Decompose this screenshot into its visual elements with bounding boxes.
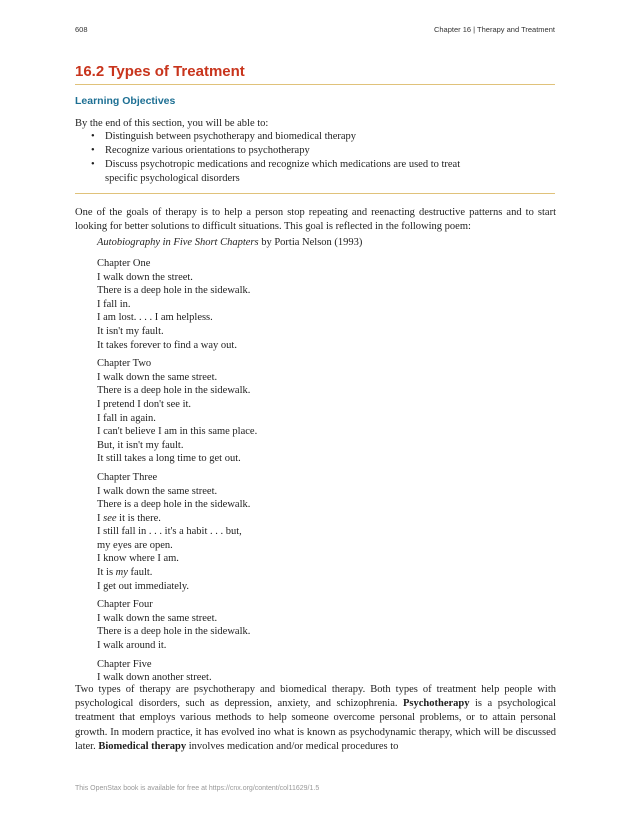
objective-item: • Recognize various orientations to psychotherapy	[91, 144, 531, 158]
poem-line: I walk down the same street.	[97, 612, 218, 624]
poem-line	[97, 512, 257, 526]
footer: This OpenStax book is available for free at https://cnx.org/content/col11629/1.5	[75, 785, 320, 792]
closing-paragraph	[75, 683, 556, 754]
poem-line: I get out immediately.	[97, 580, 190, 592]
poem-line: There is a deep hole in the sidewalk.	[97, 285, 251, 297]
paragraph-text: Two types of therapy are psychotherapy and biomedical therapy. Both types of treatment help people with psychological disorders, such as depression, anxiety, and schizophrenia.	[75, 684, 556, 710]
stanza-heading: Chapter Two	[97, 358, 152, 370]
poem-line: There is a deep hole in the sidewalk.	[97, 499, 251, 511]
poem-line: There is a deep hole in the sidewalk.	[97, 626, 251, 638]
stanza-heading: Chapter One	[97, 258, 151, 269]
poem-line: I know where I am.	[97, 553, 179, 565]
poem-line: But, it isn't my fault.	[97, 439, 184, 451]
line-text: it is there.	[116, 512, 161, 524]
learning-objectives-list	[91, 130, 531, 186]
poem-line: I fall in again.	[97, 412, 156, 424]
section-title: 16.2 Types of Treatment	[75, 63, 245, 80]
key-term: Biomedical therapy	[98, 740, 187, 752]
poem-stanza	[97, 357, 257, 466]
stanza-heading: Chapter Five	[97, 658, 152, 670]
poem-line: I walk down another street.	[97, 672, 212, 684]
poem-line: It takes forever to find a way out.	[97, 339, 237, 351]
stanza-heading: Chapter Four	[97, 599, 153, 611]
emphasis: see	[103, 512, 117, 524]
poem-line: I can't believe I am in this same place.	[97, 426, 258, 438]
learning-objectives-intro: By the end of this section, you will be able to:	[75, 118, 269, 129]
stanza-heading: Chapter Three	[97, 471, 158, 483]
title-rule	[75, 84, 555, 85]
emphasis: my	[115, 567, 128, 579]
poem-citation-title: Autobiography in Five Short Chapters	[97, 237, 259, 248]
intro-paragraph: One of the goals of therapy is to help a person stop repeating and reenacting destructive patterns and to start looking for better solutions to difficult situations. This goal is reflected in the following poem:	[75, 207, 556, 232]
objective-item: • Distinguish between psychotherapy and biomedical therapy	[91, 130, 531, 144]
learning-objectives-heading: Learning Objectives	[75, 95, 176, 107]
poem-line: I walk down the same street.	[97, 371, 218, 383]
key-term: Psychotherapy	[403, 698, 470, 710]
poem-stanza	[97, 257, 257, 352]
objective-item: • Discuss psychotropic medications and recognize which medications are used to treat specific psychological disorders	[91, 158, 495, 186]
poem-citation-author: by Portia Nelson (1993)	[258, 237, 363, 248]
poem-stanza	[97, 658, 257, 685]
poem-line: It isn't my fault.	[97, 325, 164, 337]
poem-line: my eyes are open.	[97, 539, 173, 551]
poem-line	[97, 566, 257, 580]
poem-line: I walk down the street.	[97, 271, 193, 283]
running-head: Chapter 16 | Therapy and Treatment	[433, 25, 555, 34]
line-text: It is	[97, 567, 116, 579]
poem	[97, 257, 257, 690]
poem-line: I walk around it.	[97, 640, 167, 652]
poem-line: I am lost. . . . I am helpless.	[97, 312, 213, 324]
poem-stanza	[97, 598, 257, 652]
poem-stanza	[97, 471, 257, 593]
poem-line: I pretend I don't see it.	[97, 398, 192, 410]
poem-line: I still fall in . . . it's a habit . . . but,	[97, 526, 242, 538]
line-text: fault.	[127, 567, 153, 579]
poem-line: I fall in.	[97, 298, 131, 310]
poem-citation	[97, 236, 362, 250]
paragraph-text: is a psychological treatment that employs various methods to help someone overcome personal problems, or to attain personal growth. In modern practice, it has evolved ino what is known as psychodynamic therapy, which will be discussed later.	[75, 698, 557, 752]
paragraph-text: involves medication and/or medical procedures to	[186, 740, 399, 752]
line-text: I	[97, 512, 104, 524]
poem-line: I walk down the same street.	[97, 485, 218, 497]
objectives-rule	[75, 193, 555, 194]
poem-line: It still takes a long time to get out.	[97, 453, 241, 465]
poem-line: There is a deep hole in the sidewalk.	[97, 385, 251, 397]
page-number: 608	[75, 25, 88, 34]
